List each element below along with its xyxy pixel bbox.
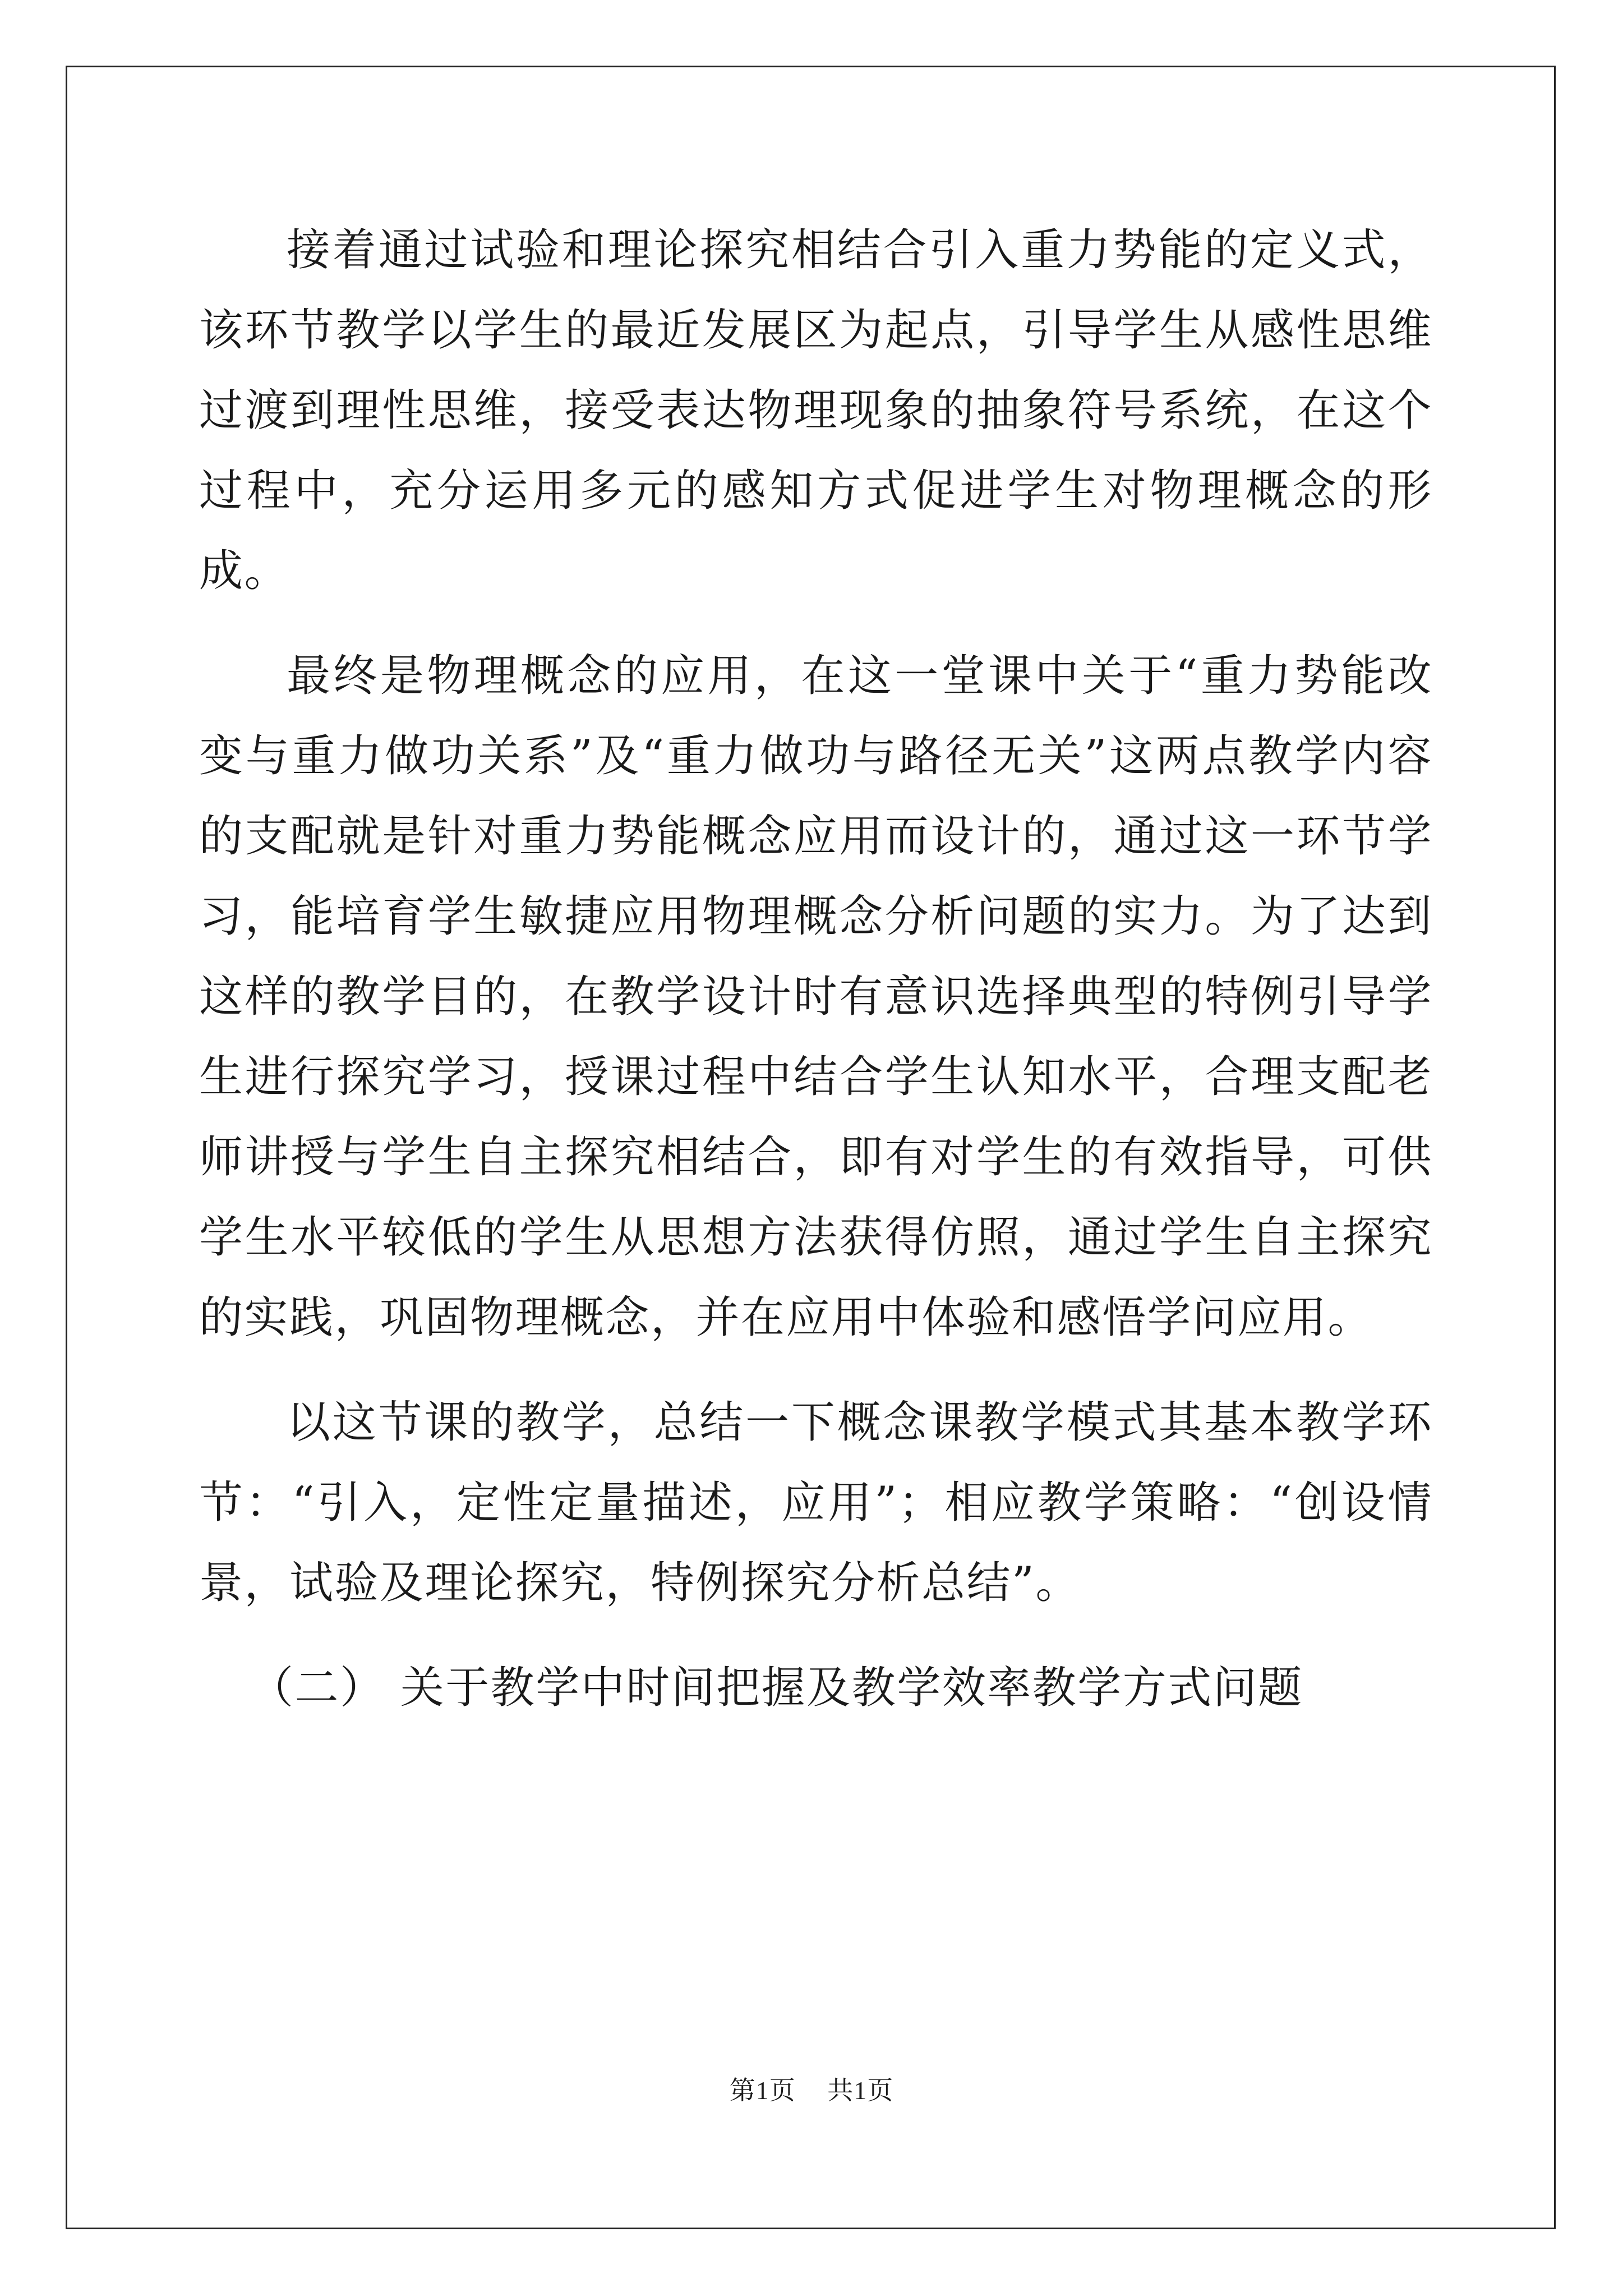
- page-number: 第1页: [729, 2076, 796, 2105]
- page-footer: [0, 2070, 1623, 2107]
- paragraph: 接着通过试验和理论探究相结合引入重力势能的定义式，该环节教学以学生的最近发展区为起点，引导学生从感性思维过渡到理性思维，接受表达物理现象的抽象符号系统，在这个过程中，充分运用多元的感知方式促进学生对物理概念的形成。: [199, 225, 1433, 596]
- document-body: [199, 210, 1433, 1728]
- section-heading: （二） 关于教学中时间把握及教学效率教学方式问题: [250, 1663, 1303, 1713]
- paragraph: 最终是物理概念的应用，在这一堂课中关于“重力势能改变与重力做功关系”及“重力做功与路径无关”这两点教学内容的支配就是针对重力势能概念应用而设计的，通过这一环节学习，能培育学生敏捷应用物理概念分析问题的实力。为了达到这样的教学目的，在教学设计时有意识选择典型的特例引导学生进行探究学习，授课过程中结合学生认知水平，合理支配老师讲授与学生自主探究相结合，即有对学生的有效指导，可供学生水平较低的学生从思想方法获得仿照，通过学生自主探究的实践，巩固物理概念，并在应用中体验和感悟学问应用。: [199, 651, 1433, 1343]
- page-total: 共1页: [827, 2076, 894, 2105]
- paragraph: 以这节课的教学，总结一下概念课教学模式其基本教学环节：“引入，定性定量描述，应用”；相应教学策略：“创设情景，试验及理论探究，特例探究分析总结”。: [199, 1397, 1433, 1608]
